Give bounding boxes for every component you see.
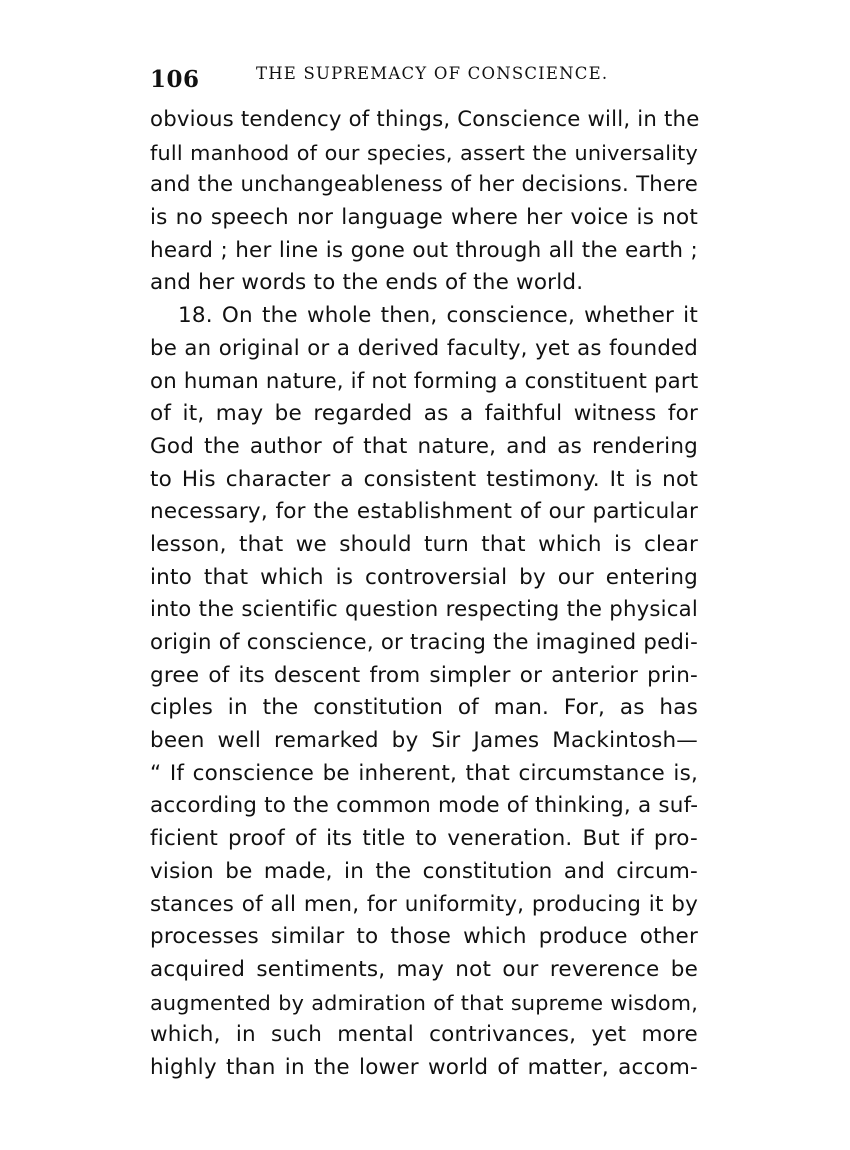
text-line: into that which is controversial by our entering [150,564,698,590]
text-line: lesson, that we should turn that which is clear [150,531,698,557]
text-line: acquired sentiments, may not our reverence be [150,956,698,982]
text-line: into the scientific question respecting the physical [150,597,698,623]
text-line: according to the common mode of thinking, a suf- [150,793,699,819]
text-line: be an original or a derived faculty, yet as founded [150,335,698,361]
text-line: and her words to the ends of the world. [150,270,584,296]
running-title: THE SUPREMACY OF CONSCIENCE. [256,64,609,83]
text-line: augmented by admiration of that supreme wisdom, [150,990,698,1015]
text-line: of it, may be regarded as a faithful witness for [150,401,698,427]
text-line: full manhood of our species, assert the universality [150,140,698,165]
page-number: 106 [150,66,200,93]
text-line: stances of all men, for uniformity, producing it by [150,891,698,917]
text-line: origin of conscience, or tracing the imagined pedi- [150,630,698,655]
text-line: gree of its descent from simpler or anterior prin- [150,662,698,688]
page-header [150,60,700,100]
text-line: ficient proof of its title to veneration. But if pro- [150,826,698,852]
text-line: necessary, for the establishment of our particular [150,499,698,525]
text-line: is no speech nor language where her voice is not [150,205,698,231]
body-text [150,104,698,1085]
text-line: “ If conscience be inherent, that circumstance is, [150,760,698,786]
text-line: ciples in the constitution of man. For, as has [150,695,698,721]
text-line: and the unchangeableness of her decisions. There [150,172,698,198]
text-line: which, in such mental contrivances, yet more [150,1022,698,1048]
text-line: obvious tendency of things, Conscience will, in the [150,107,700,132]
text-line: vision be made, in the constitution and circum- [150,858,698,884]
text-line: on human nature, if not forming a constituent part [150,368,699,394]
text-line: heard ; her line is gone out through all the earth ; [150,237,698,263]
text-line: processes similar to those which produce other [150,924,698,950]
paragraph-start-line: 18. On the whole then, conscience, whether it [178,303,698,329]
text-line: to His character a consistent testimony. It is not [150,466,698,492]
text-line: been well remarked by Sir James Mackintosh— [150,728,698,754]
text-line: God the author of that nature, and as rendering [150,433,698,459]
text-line: highly than in the lower world of matter, accom- [150,1054,698,1080]
